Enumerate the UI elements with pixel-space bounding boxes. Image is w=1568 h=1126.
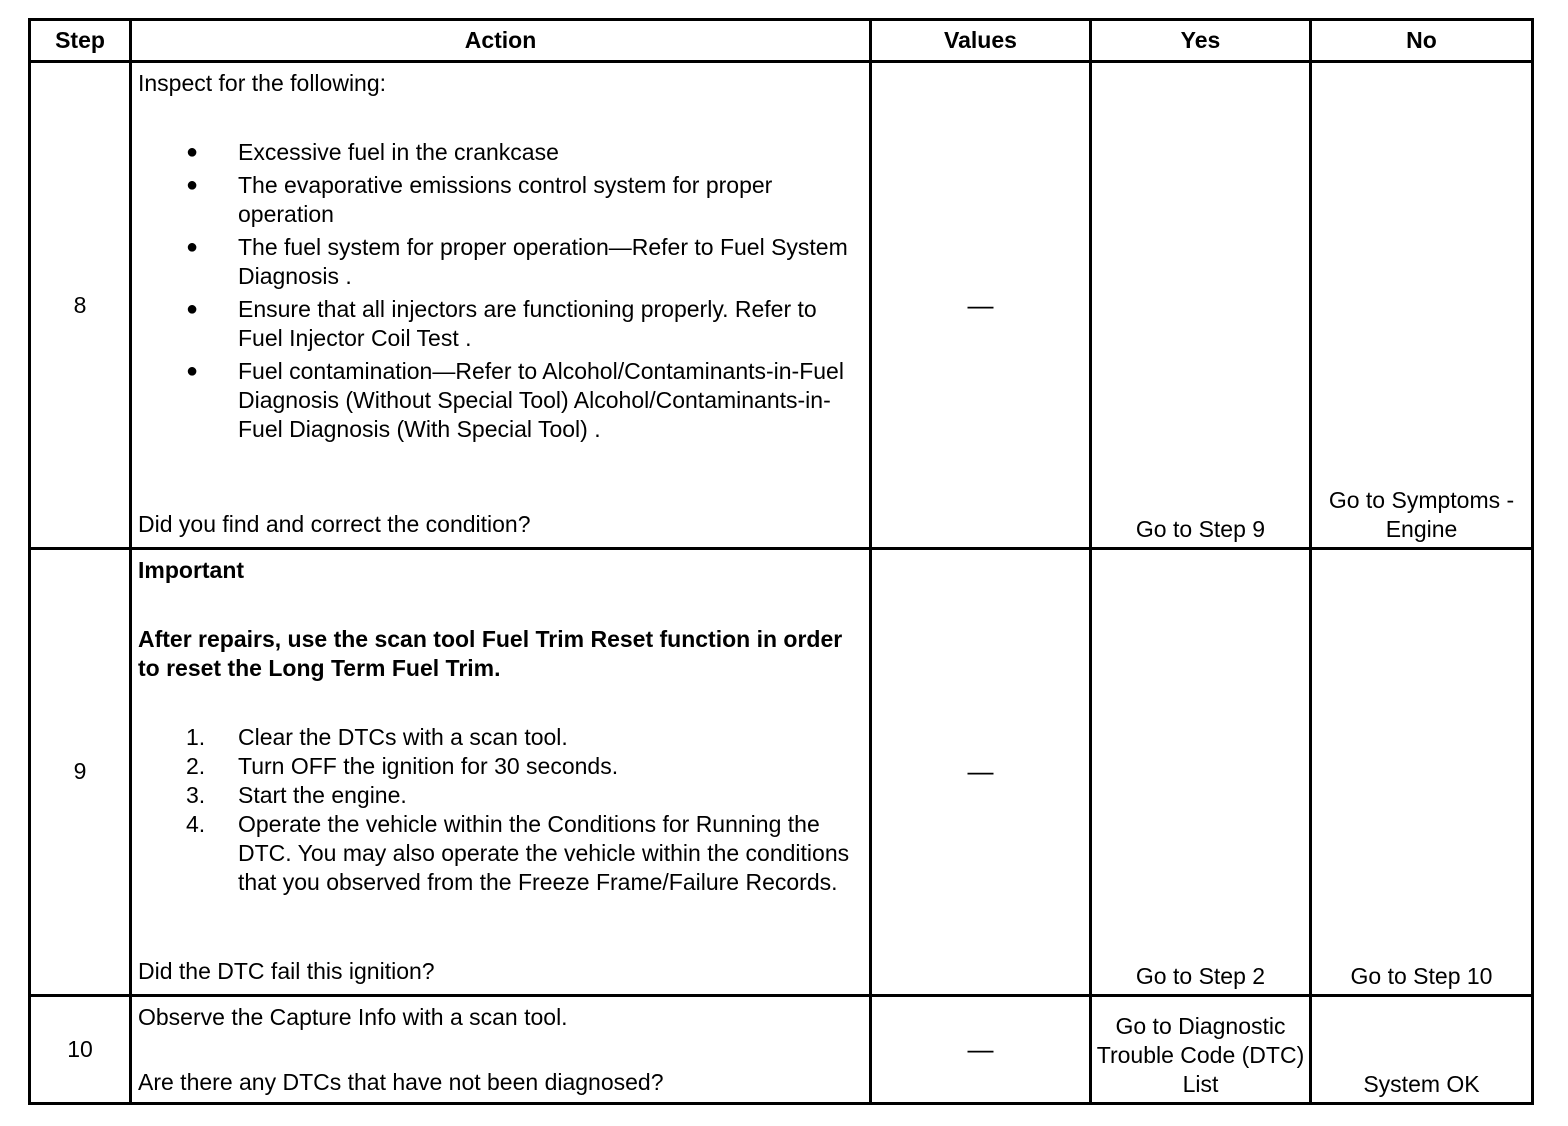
list-item-text: Excessive fuel in the crankcase	[238, 139, 559, 166]
header-values: Values	[871, 20, 1091, 62]
table-row	[30, 995, 1533, 1103]
list-item-text: Clear the DTCs with a scan tool.	[238, 723, 568, 750]
action-content	[138, 556, 863, 986]
action-content	[138, 69, 863, 539]
header-no: No	[1311, 20, 1533, 62]
list-number: 4.	[186, 810, 206, 837]
inspection-list	[138, 138, 863, 444]
action-body	[138, 69, 863, 448]
values-cell: —	[871, 995, 1091, 1103]
bullet-icon: ●	[186, 236, 199, 259]
spacer	[138, 98, 863, 138]
list-item	[138, 295, 863, 353]
header-yes: Yes	[1091, 20, 1311, 62]
bullet-icon: ●	[186, 298, 199, 321]
list-item-text: Fuel contamination—Refer to Alcohol/Contaminants-in-Fuel Diagnosis (Without Special Tool) Alcohol/Contaminants-in-Fuel Diagnosis (With Special Tool) .	[238, 358, 844, 443]
list-item-text: The evaporative emissions control system for proper operation	[238, 172, 773, 228]
action-content	[138, 1003, 863, 1097]
list-number: 3.	[186, 781, 206, 808]
bullet-icon: ●	[186, 360, 199, 383]
action-intro: Inspect for the following:	[138, 70, 387, 97]
spacer	[138, 683, 863, 723]
header-action: Action	[131, 20, 871, 62]
bullet-icon: ●	[186, 174, 199, 197]
yes-cell: Go to Step 2	[1091, 548, 1311, 995]
action-intro: Observe the Capture Info with a scan tool.	[138, 1003, 568, 1030]
list-item	[138, 138, 863, 167]
list-item	[138, 357, 863, 444]
list-item-text: Start the engine.	[238, 781, 407, 808]
list-number: 1.	[186, 723, 206, 750]
spacer	[138, 585, 863, 625]
step-number: 10	[30, 995, 131, 1103]
header-row	[30, 20, 1533, 62]
yes-cell: Go to Diagnostic Trouble Code (DTC) List	[1091, 995, 1311, 1103]
steps-list	[138, 723, 863, 897]
step-number: 8	[30, 62, 131, 549]
diagnostic-table	[28, 18, 1534, 1105]
list-number: 2.	[186, 752, 206, 779]
list-item	[138, 752, 863, 781]
list-item	[138, 723, 863, 752]
table-row	[30, 62, 1533, 549]
table-row	[30, 548, 1533, 995]
no-cell: System OK	[1311, 995, 1533, 1103]
important-text: After repairs, use the scan tool Fuel Trim Reset function in order to reset the Long Term Fuel Trim.	[138, 625, 843, 681]
action-cell	[131, 62, 871, 549]
action-question: Did the DTC fail this ignition?	[138, 957, 435, 984]
action-cell	[131, 995, 871, 1103]
action-cell	[131, 548, 871, 995]
action-body	[138, 556, 863, 897]
list-item	[138, 171, 863, 229]
list-item	[138, 810, 863, 897]
action-question: Did you find and correct the condition?	[138, 511, 531, 538]
values-cell: —	[871, 62, 1091, 549]
list-item-text: Turn OFF the ignition for 30 seconds.	[238, 752, 619, 779]
action-question: Are there any DTCs that have not been diagnosed?	[138, 1068, 664, 1095]
list-item	[138, 781, 863, 810]
list-item-text: The fuel system for proper operation—Refer to Fuel System Diagnosis .	[238, 234, 848, 290]
list-item-text: Ensure that all injectors are functioning properly. Refer to Fuel Injector Coil Test .	[238, 296, 817, 352]
header-step: Step	[30, 20, 131, 62]
yes-cell: Go to Step 9	[1091, 62, 1311, 549]
values-cell: —	[871, 548, 1091, 995]
list-item	[138, 233, 863, 291]
list-item-text: Operate the vehicle within the Conditions for Running the DTC. You may also operate the vehicle within the conditions that you observed from the Freeze Frame/Failure Records.	[238, 810, 850, 895]
bullet-icon: ●	[186, 141, 199, 164]
important-label: Important	[138, 556, 245, 583]
no-cell: Go to Step 10	[1311, 548, 1533, 995]
no-cell: Go to Symptoms - Engine	[1311, 62, 1533, 549]
step-number: 9	[30, 548, 131, 995]
